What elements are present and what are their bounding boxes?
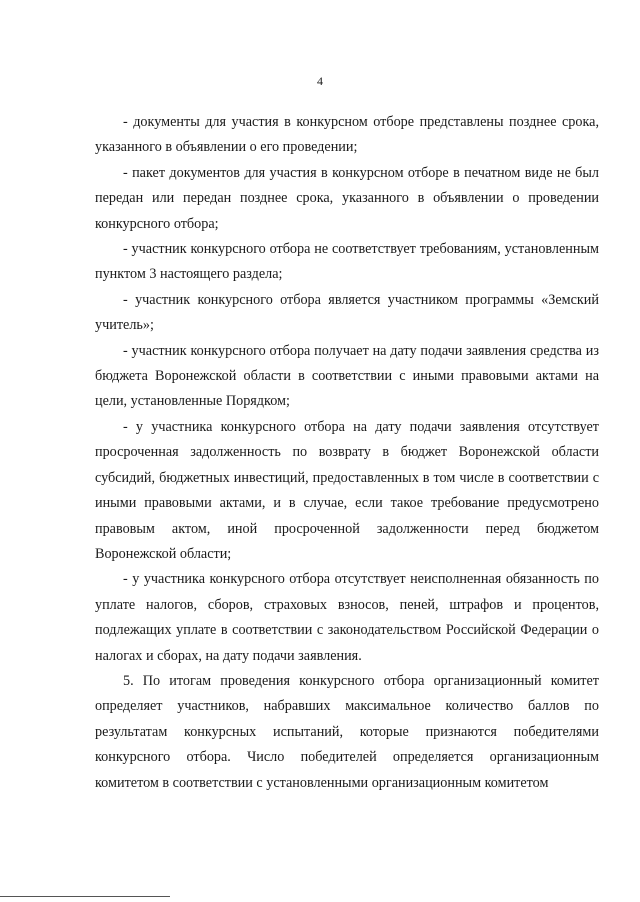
footer-rule — [0, 896, 170, 897]
paragraph-5: - участник конкурсного отбора получает на дату подачи заявления средства из бюджета Воронежской области в соответствии с иными правовыми актами на цели, установленные Порядком; — [95, 342, 599, 410]
page-number: 4 — [317, 74, 323, 88]
paragraph-2: - пакет документов для участия в конкурсном отборе в печатном виде не был передан или передан позднее срока, указанного в объявлении о проведении конкурсного отбора; — [95, 164, 599, 232]
paragraph-4: - участник конкурсного отбора является участником программы «Земский учитель»; — [95, 291, 599, 334]
paragraph-7: - у участника конкурсного отбора отсутствует неисполненная обязанность по уплате налогов, сборов, страховых взносов, пеней, штрафов и процентов, подлежащих уплате в соответствии с законодательством Российской Федерации о налогах и сборах, на дату подачи заявления. — [95, 571, 599, 664]
paragraph-1: - документы для участия в конкурсном отборе представлены позднее срока, указанного в объявлении о его проведении; — [95, 114, 599, 156]
document-body — [95, 110, 599, 796]
paragraph-3: - участник конкурсного отбора не соответствует требованиям, установленным пунктом 3 настоящего раздела; — [95, 241, 599, 283]
paragraph-8: 5. По итогам проведения конкурсного отбора организационный комитет определяет участников, набравших максимальное количество баллов по результатам конкурсных испытаний, которые признаются победителями конкурсного отбора. Число победителей определяется организационным комитетом в соответствии с установленными организационным комитетом — [95, 672, 599, 791]
paragraph-6: - у участника конкурсного отбора на дату подачи заявления отсутствует просроченная задолженность по возврату в бюджет Воронежской области субсидий, бюджетных инвестиций, предоставленных в том числе в соответствии с иными правовыми актами, и в случае, если такое требование предусмотрено правовым актом, иной просроченной задолженности перед бюджетом Воронежской области; — [95, 418, 599, 562]
